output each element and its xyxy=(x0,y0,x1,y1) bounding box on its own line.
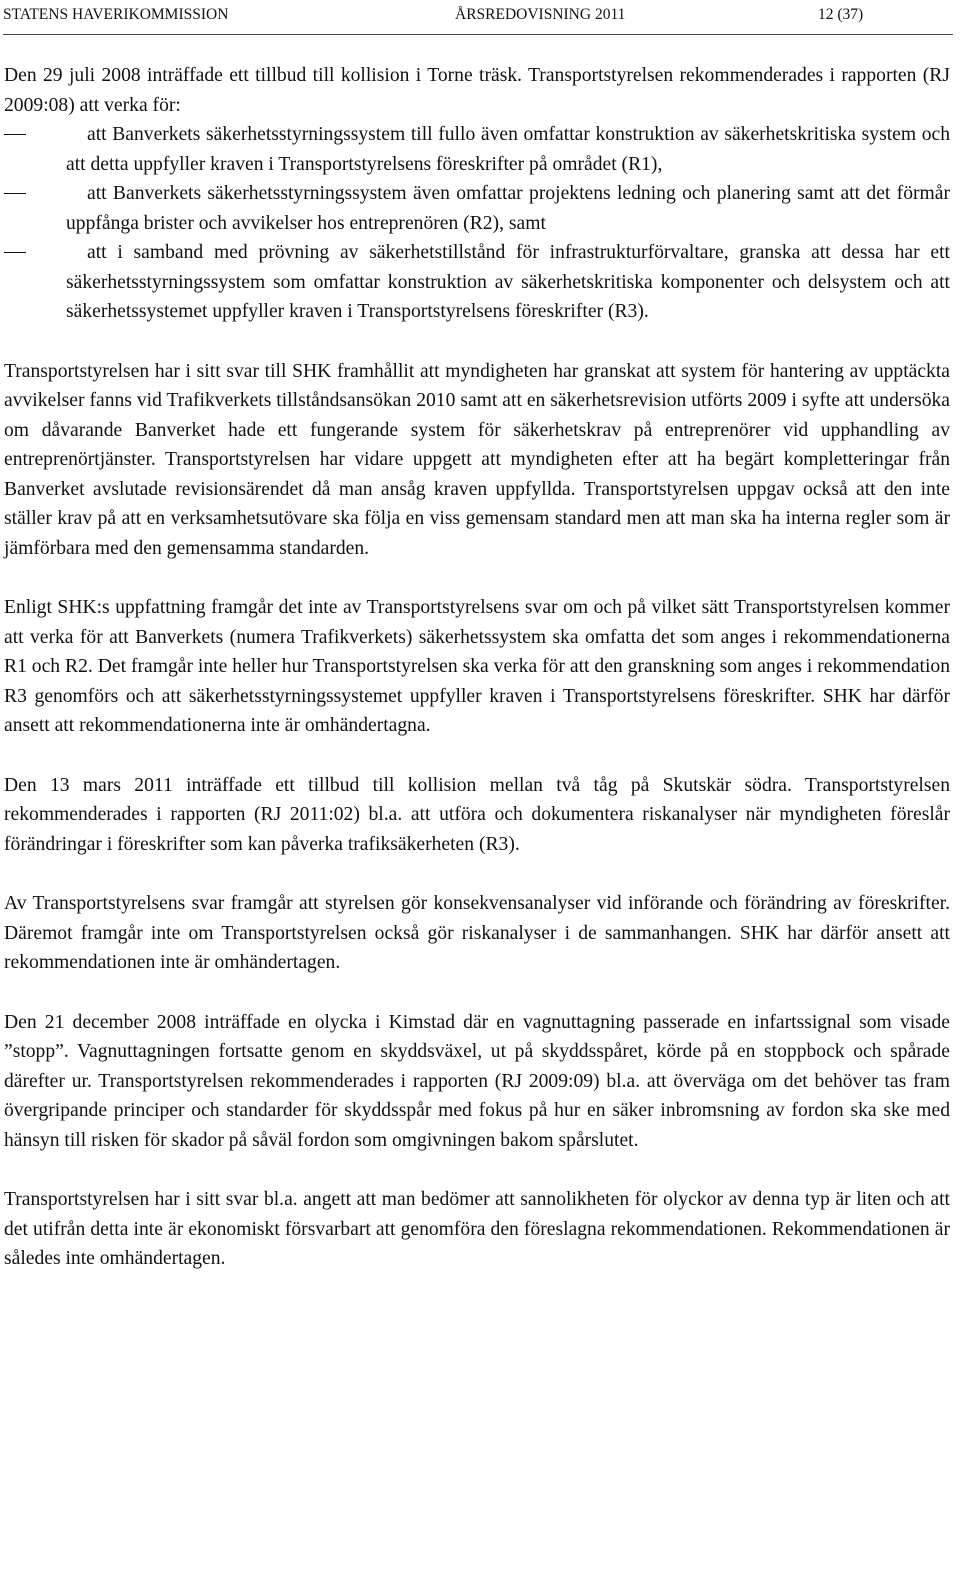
header-divider xyxy=(3,34,953,35)
recommendation-r2 xyxy=(4,179,950,238)
recommendation-list xyxy=(4,120,950,327)
torne-trask-intro: Den 29 juli 2008 inträffade ett tillbud till kollision i Torne träsk. Transportstyrelsen rekommenderades i rapporten (RJ 2009:08) att verka för: xyxy=(4,65,950,116)
page-header xyxy=(3,2,953,28)
paragraph-kimstad-response: Transportstyrelsen har i sitt svar bl.a. angett att man bedömer att sannolikheten för olyckor av denna typ är liten och att det utifrån detta inte är ekonomiskt försvarbart att genomföra den föreslagna rekommendationen. Rekommendationen är således inte omhändertagen. xyxy=(4,1189,950,1269)
recommendation-r1 xyxy=(4,120,950,179)
header-page-number: 12 (37) xyxy=(818,6,864,23)
recommendation-r1-text: att Banverkets säkerhetsstyrningssystem till fullo även omfattar konstruktion av säkerhetskritiska system och att detta uppfyller kraven i Transportstyrelsens föreskrifter på området (R1), xyxy=(66,124,950,175)
dash-bullet-icon xyxy=(4,134,26,135)
dash-bullet-icon xyxy=(4,252,26,253)
paragraph-skutskar-incident: Den 13 mars 2011 inträffade ett tillbud till kollision mellan två tåg på Skutskär södra. Transportstyrelsen rekommenderades i rapporten (RJ 2011:02) bl.a. att utföra och dokumentera riskanalyser när myndigheten föreslår förändringar i föreskrifter som kan påverka trafiksäkerheten (R3). xyxy=(4,774,950,855)
paragraph-shk-assessment: Enligt SHK:s uppfattning framgår det inte av Transportstyrelsens svar om och på vilket sätt Transportstyrelsen kommer att verka för att Banverkets (numera Trafikverkets) säkerhetssystem ska omfatta det som anges i rekommendationerna R1 och R2. Det framgår inte heller hur Transportstyrelsen ska verka för att den granskning som anges i rekommendation R3 genomförs och att säkerhetsstyrningssystemet uppfyller kraven i Transportstyrelsens föreskrifter. SHK har därför ansett att rekommendationerna inte är omhändertagna. xyxy=(4,597,950,736)
paragraph-transportstyrelsen-response: Transportstyrelsen har i sitt svar till SHK framhållit att myndigheten har granskat att system för hantering av upptäckta avvikelser fanns vid Trafikverkets tillståndsansökan 2010 samt att en säkerhetsrevision utförts 2009 i syfte att undersöka om dåvarande Banverket hade ett fungerande system för säkerhetskrav på entreprenörer vid upphandling av entreprenörtjänster. Transportstyrelsen har vidare uppgett att myndigheten efter att ha begärt kompletteringar från Banverket avslutade revisionsärendet då man ansåg kraven uppfyllda. Transportstyrelsen uppgav också att den inte ställer krav på att en verksamhetsutövare ska följa en viss gemensam standard men att man ska ha interna regler som är jämförbara med den gemensamma standarden. xyxy=(4,360,950,559)
document-body xyxy=(4,61,950,1274)
recommendation-r2-text: att Banverkets säkerhetsstyrningssystem även omfattar projektens ledning och planering samt att det förmår uppfånga brister och avvikelser hos entreprenören (R2), samt xyxy=(66,183,950,234)
recommendation-r3-text: att i samband med prövning av säkerhetstillstånd för infrastrukturförvaltare, granska att dessa har ett säkerhetsstyrningssystem som omfattar konstruktion av säkerhetskritiska komponenter och delsystem och att säkerhetssystemet uppfyller kraven i Transportstyrelsens föreskrifter (R3). xyxy=(66,242,950,322)
dash-bullet-icon xyxy=(4,193,26,194)
header-organization: STATENS HAVERIKOMMISSION xyxy=(3,6,229,23)
header-document-title: ÅRSREDOVISNING 2011 xyxy=(455,6,626,23)
recommendation-r3 xyxy=(4,238,950,327)
paragraph-kimstad-accident: Den 21 december 2008 inträffade en olycka i Kimstad där en vagnuttagning passerade en infartssignal som visade ”stopp”. Vagnuttagningen fortsatte genom en skyddsväxel, ut på skyddsspåret, körde på en stoppbock och spårade därefter ur. Transportstyrelsen rekommenderades i rapporten (RJ 2009:09) bl.a. att överväga om det behöver tas fram övergripande principer och standarder för skyddsspår med fokus på hur en säker inbromsning av fordon ska ske med hänsyn till risken för skador på såväl fordon som omgivningen bakom spårslutet. xyxy=(4,1011,950,1151)
paragraph-risk-analysis-response: Av Transportstyrelsens svar framgår att styrelsen gör konsekvensanalyser vid införande och förändring av föreskrifter. Däremot framgår inte om Transportstyrelsen också gör riskanalyser i de sammanhangen. SHK har därför ansett att rekommendationen inte är omhändertagen. xyxy=(4,893,950,973)
